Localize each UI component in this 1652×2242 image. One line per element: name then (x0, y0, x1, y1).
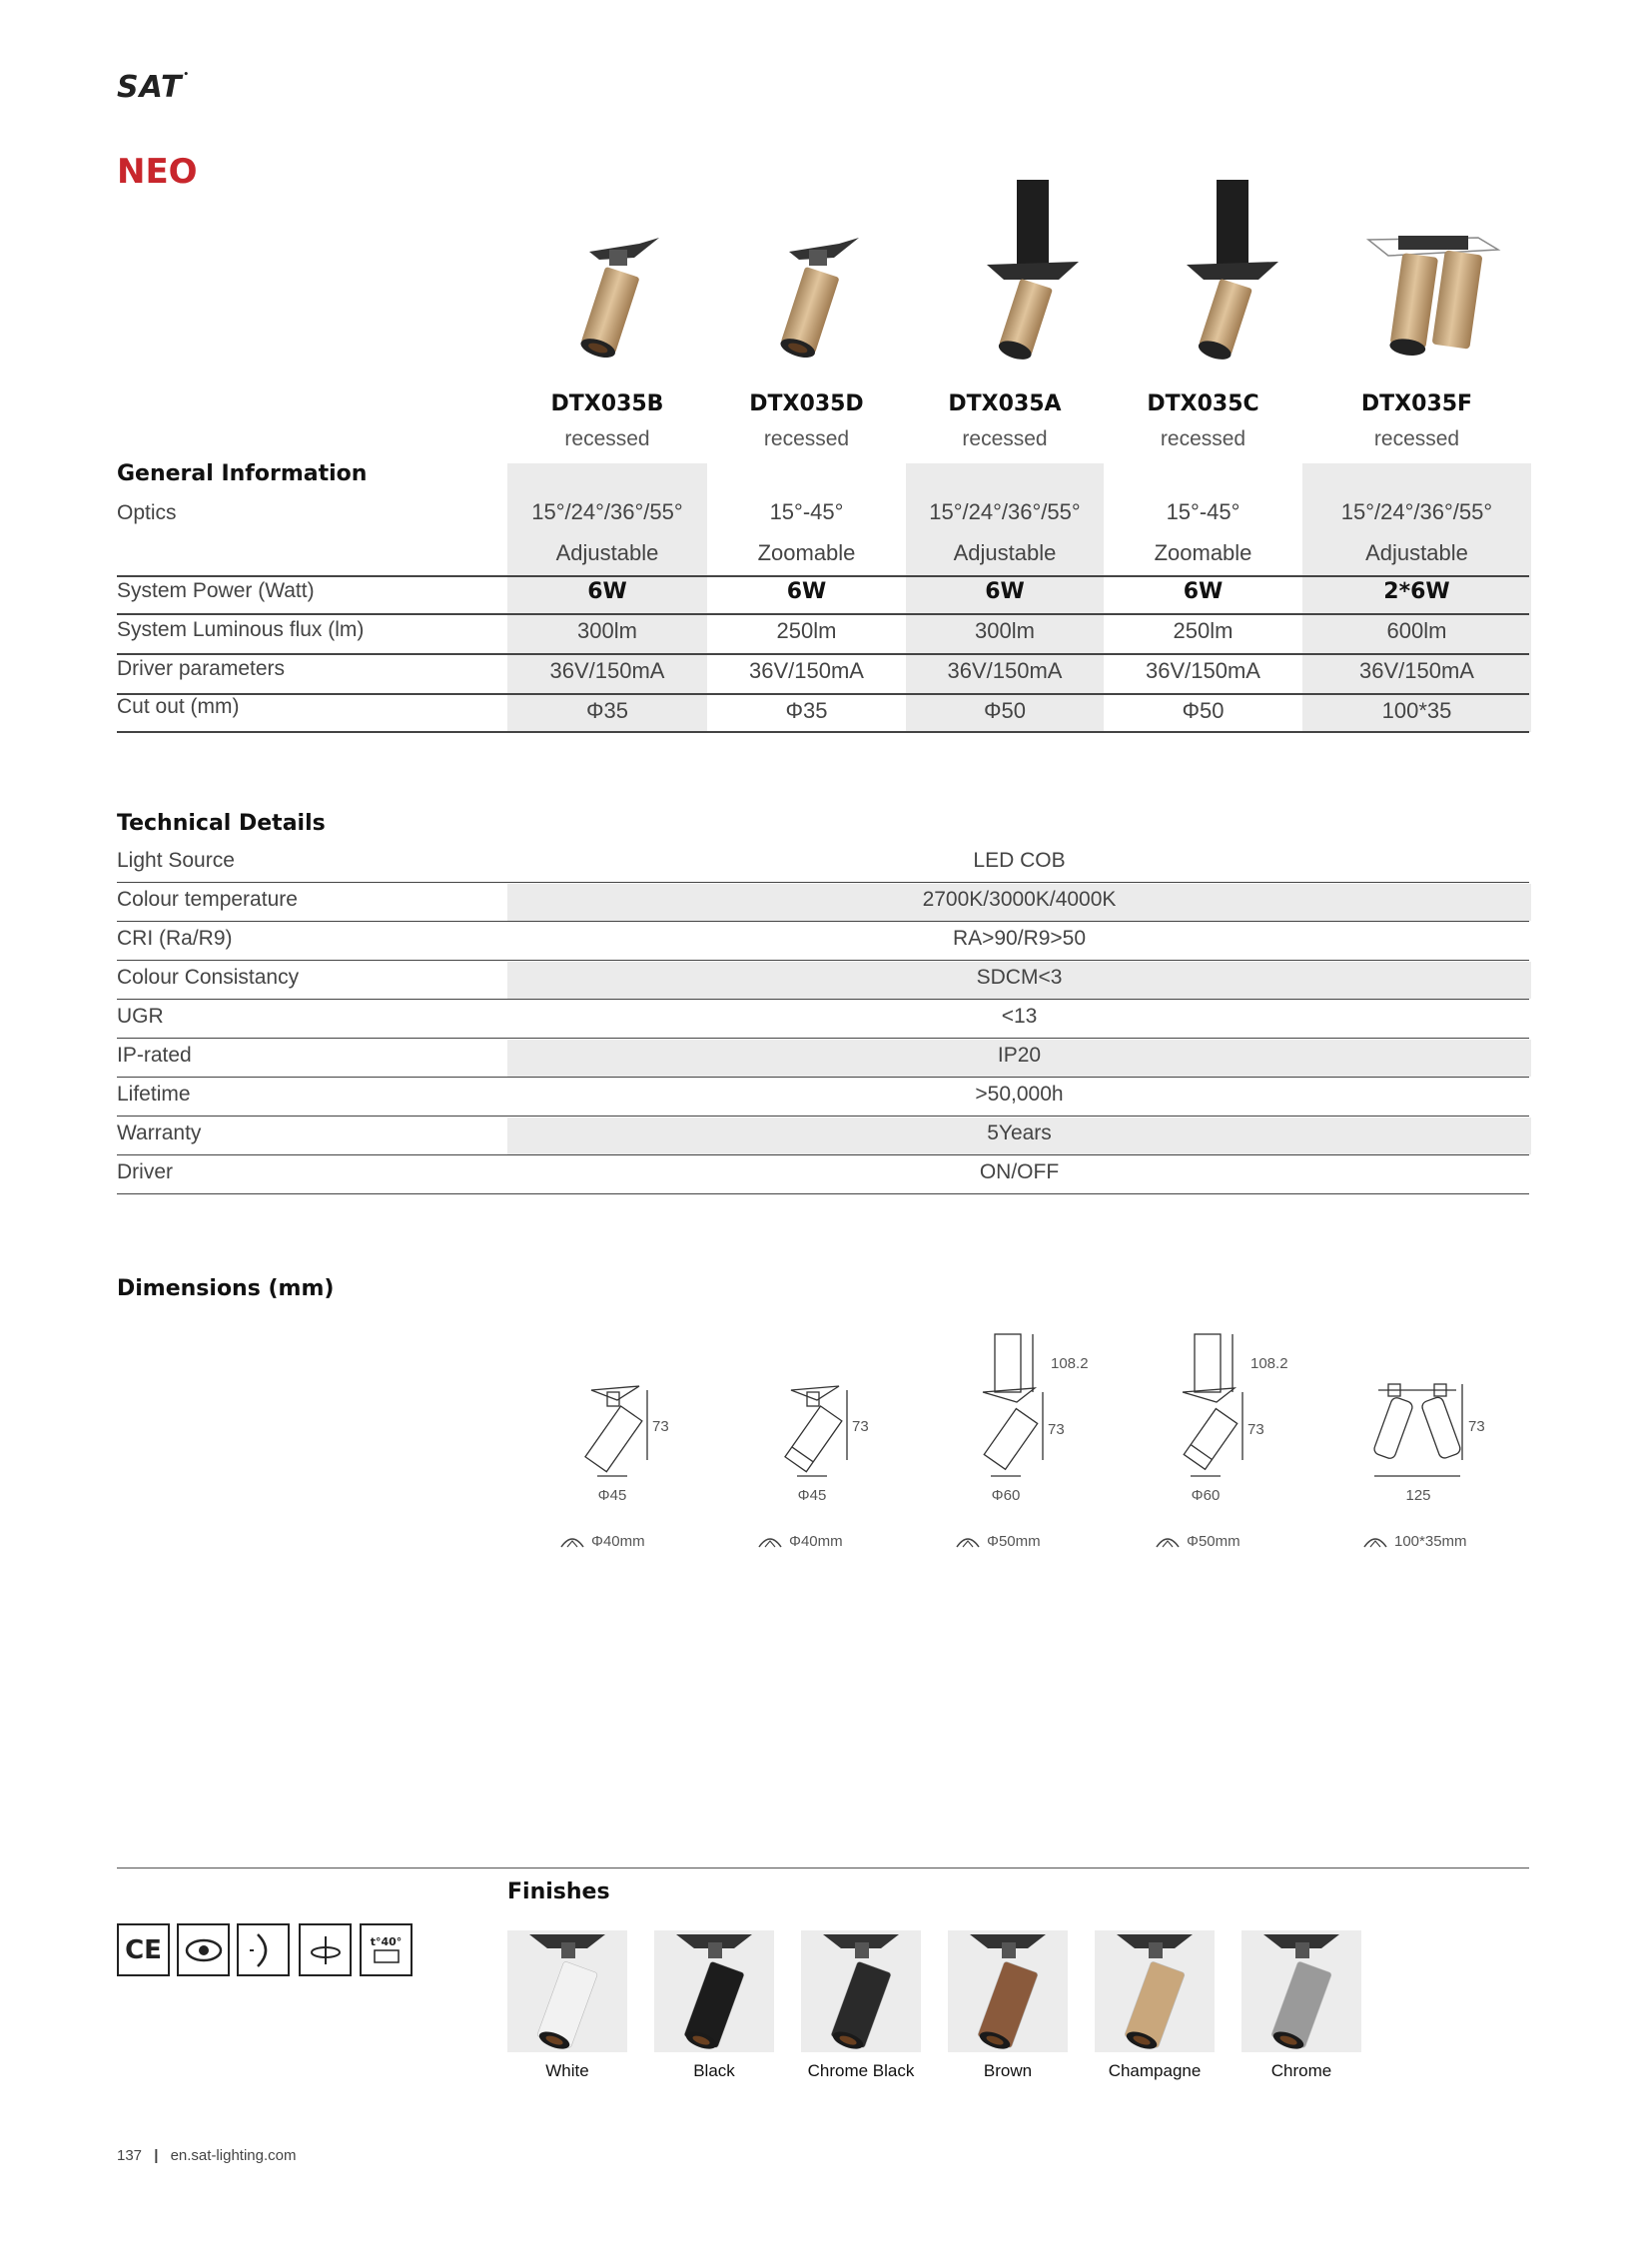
cutout-label: 100*35mm (1394, 1533, 1467, 1550)
row-divider (117, 921, 1529, 922)
tech-value: LED COB (973, 849, 1066, 872)
cutout-spec (757, 1533, 843, 1550)
mount-type: recessed (962, 427, 1048, 450)
power-value: 6W (985, 579, 1025, 604)
tech-label: Colour temperature (117, 888, 298, 911)
brand-logo: SAT• (117, 70, 191, 105)
cutout-label: Φ40mm (591, 1533, 645, 1550)
dim-diameter: Φ60 (1191, 1487, 1221, 1504)
tech-value: 2700K/3000K/4000K (922, 888, 1117, 911)
tech-label: Colour Consistancy (117, 966, 300, 989)
cutout-icon (955, 1535, 981, 1549)
temperature-icon: t°40° (360, 1923, 413, 1976)
finish-label: Black (693, 2061, 735, 2080)
power-value: 6W (587, 579, 627, 604)
flux-value: 250lm (776, 618, 837, 643)
cutout-icon (757, 1535, 783, 1549)
power-value: 6W (1183, 579, 1224, 604)
cutout-label: Cut out (mm) (117, 695, 240, 718)
model-dtx035d: DTX035D (749, 391, 864, 416)
driver-label: Driver parameters (117, 657, 286, 680)
dim-diameter: Φ60 (991, 1487, 1021, 1504)
finish-swatch (507, 1930, 627, 2052)
product-image-dtx035c (1187, 180, 1278, 363)
dim-height: 73 (852, 1418, 869, 1435)
power-label: System Power (Watt) (117, 579, 315, 602)
cutout-icon (1155, 1535, 1181, 1549)
row-divider (117, 693, 1529, 695)
dim-top: 108.2 (1051, 1355, 1089, 1372)
tech-value: <13 (1001, 1005, 1038, 1028)
row-divider (117, 653, 1529, 655)
driver-value: 36V/150mA (947, 658, 1063, 683)
model-dtx035b: DTX035B (550, 391, 664, 416)
dim-height: 73 (1048, 1421, 1065, 1438)
cutout-icon (1362, 1535, 1388, 1549)
dimension-drawings (539, 1328, 1538, 1568)
optics-value: 15°/24°/36°/55° (531, 499, 683, 524)
finish-label: Champagne (1108, 2061, 1202, 2080)
dim-height: 73 (652, 1418, 669, 1435)
optics-value: 15°-45° (1166, 499, 1240, 524)
cutout-spec (1362, 1533, 1467, 1550)
rotation-icon (299, 1923, 352, 1976)
driver-value: 36V/150mA (549, 658, 665, 683)
power-value: 6W (786, 579, 827, 604)
finish-label: Brown (983, 2061, 1033, 2080)
cutout-value: Φ35 (585, 698, 629, 723)
optics-type: Adjustable (953, 540, 1057, 565)
mount-type: recessed (564, 427, 650, 450)
flux-value: 300lm (577, 618, 637, 643)
tech-label: Light Source (117, 849, 235, 872)
finish-swatch (948, 1930, 1068, 2052)
finish-swatch (801, 1930, 921, 2052)
mount-type: recessed (763, 427, 850, 450)
series-title: NEO (117, 152, 198, 192)
product-image-dtx035a (987, 180, 1079, 363)
eye-protection-icon (177, 1923, 230, 1976)
tech-value: SDCM<3 (976, 966, 1063, 989)
model-dtx035f: DTX035F (1360, 391, 1473, 416)
row-divider (117, 960, 1529, 961)
tech-label: Driver (117, 1160, 173, 1183)
finish-label: Chrome Black (807, 2061, 915, 2080)
page-number: 137 (117, 2147, 143, 2164)
flux-label: System Luminous flux (lm) (117, 618, 365, 641)
dimensions-title: Dimensions (mm) (117, 1276, 335, 1301)
optics-label: Optics (117, 501, 177, 524)
cutout-spec (955, 1533, 1041, 1550)
tech-label: Warranty (117, 1121, 202, 1144)
product-image-dtx035b (578, 238, 659, 362)
dim-diameter: Φ45 (797, 1487, 827, 1504)
finish-label: White (545, 2061, 589, 2080)
beam-angle-icon (237, 1923, 290, 1976)
tech-value: 5Years (987, 1121, 1052, 1144)
optics-type: Zoomable (1154, 540, 1252, 565)
row-divider (117, 1193, 1529, 1194)
row-divider (117, 1077, 1529, 1078)
model-dtx035a: DTX035A (948, 391, 1062, 416)
tech-value: >50,000h (975, 1083, 1064, 1106)
flux-value: 300lm (975, 618, 1035, 643)
product-image-dtx035d (778, 238, 859, 362)
technical-details-title: Technical Details (117, 811, 326, 836)
cutout-value: Φ35 (785, 698, 828, 723)
optics-value: 15°-45° (769, 499, 844, 524)
finish-swatch (654, 1930, 774, 2052)
tech-label: UGR (117, 1005, 164, 1028)
optics-type: Adjustable (555, 540, 659, 565)
cutout-value: Φ50 (1182, 698, 1225, 723)
finishes-title: Finishes (507, 1879, 610, 1904)
general-information-title: General Information (117, 461, 368, 486)
dim-height: 73 (1468, 1418, 1485, 1435)
flux-value: 600lm (1386, 618, 1447, 643)
dim-diameter: Φ45 (597, 1487, 627, 1504)
model-dtx035c: DTX035C (1147, 391, 1259, 416)
dim-top: 108.2 (1250, 1355, 1288, 1372)
mount-type: recessed (1160, 427, 1246, 450)
flux-value: 250lm (1173, 618, 1234, 643)
row-divider (117, 1154, 1529, 1155)
optics-value: 15°/24°/36°/55° (929, 499, 1081, 524)
dim-diameter: 125 (1405, 1487, 1431, 1504)
tech-label: CRI (Ra/R9) (117, 927, 233, 950)
cutout-spec (559, 1533, 645, 1550)
row-divider (117, 882, 1529, 883)
row-divider (117, 1116, 1529, 1117)
tech-label: IP-rated (117, 1044, 192, 1067)
row-divider (117, 613, 1529, 615)
cutout-value: 100*35 (1381, 698, 1452, 723)
mount-type: recessed (1373, 427, 1460, 450)
optics-value: 15°/24°/36°/55° (1340, 499, 1493, 524)
finish-swatch (1241, 1930, 1361, 2052)
cutout-value: Φ50 (983, 698, 1027, 723)
ce-mark-icon: CE (117, 1923, 170, 1976)
finish-label: Chrome (1270, 2061, 1332, 2080)
optics-type: Zoomable (757, 540, 856, 565)
website-link[interactable]: en.sat-lighting.com (170, 2147, 297, 2164)
row-divider (117, 999, 1529, 1000)
driver-value: 36V/150mA (1359, 658, 1474, 683)
tech-label: Lifetime (117, 1083, 191, 1106)
tech-value: IP20 (997, 1044, 1042, 1067)
page-footer: 137 | en.sat-lighting.com (117, 2147, 297, 2164)
row-divider (117, 1038, 1529, 1039)
product-images (559, 170, 1558, 370)
tech-value: ON/OFF (979, 1160, 1060, 1183)
dim-height: 73 (1247, 1421, 1264, 1438)
optics-type: Adjustable (1365, 540, 1468, 565)
driver-value: 36V/150mA (749, 658, 864, 683)
cutout-label: Φ50mm (987, 1533, 1041, 1550)
driver-value: 36V/150mA (1146, 658, 1260, 683)
finish-swatch (1095, 1930, 1215, 2052)
cutout-spec (1155, 1533, 1240, 1550)
cutout-label: Φ40mm (789, 1533, 843, 1550)
power-value: 2*6W (1383, 579, 1450, 604)
product-image-dtx035f (1368, 236, 1498, 358)
cutout-icon (559, 1535, 585, 1549)
row-divider (117, 731, 1529, 733)
row-divider (117, 575, 1529, 577)
tech-value: RA>90/R9>50 (952, 927, 1087, 950)
cutout-label: Φ50mm (1187, 1533, 1240, 1550)
